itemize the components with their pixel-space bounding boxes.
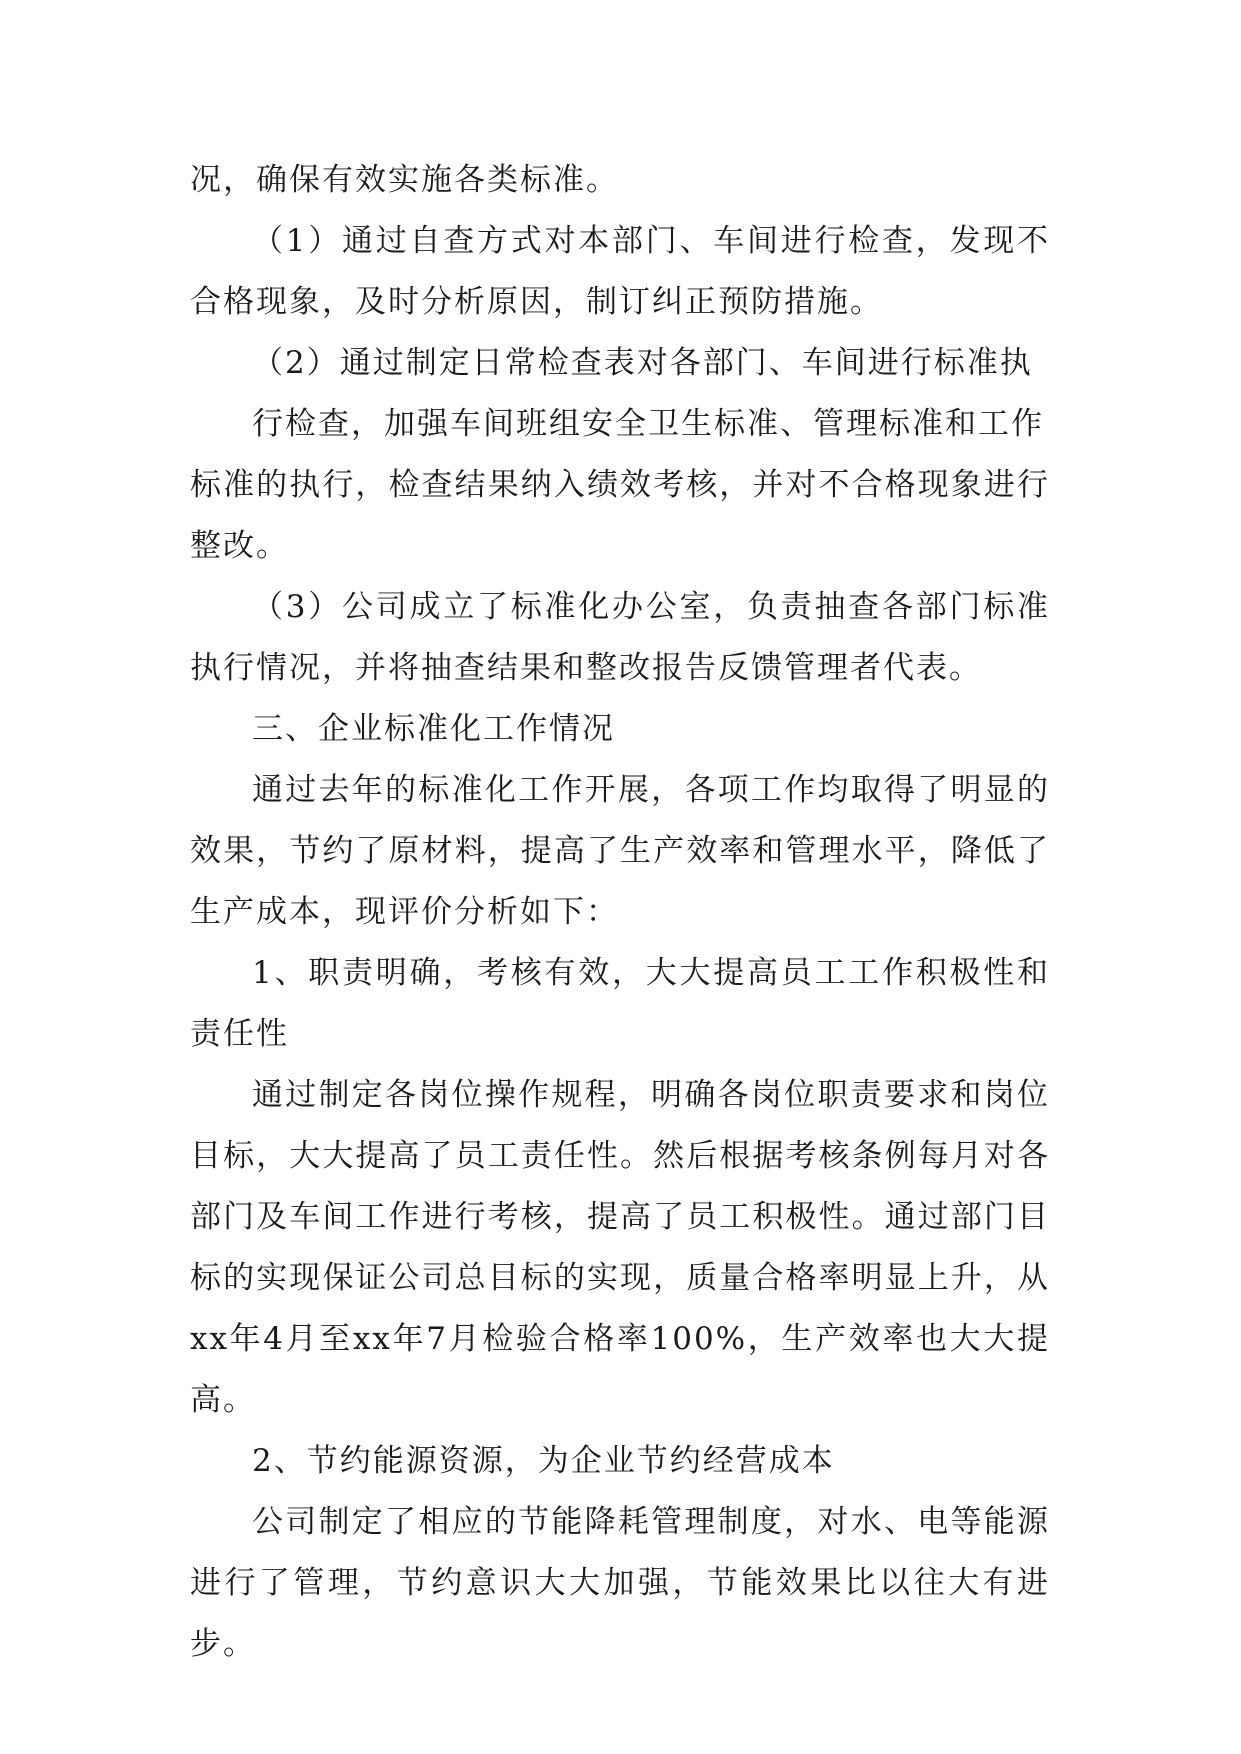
paragraph-responsibility: 通过制定各岗位操作规程，明确各岗位职责要求和岗位目标，大大提高了员工责任性。然后根据考核条例每月对各部门及车间工作进行考核，提高了员工积极性。通过部门目标的实现保证公司总目标的实现，质量合格率明显上升，从xx年4月至xx年7月检验合格率100%，生产效率也大大提高。 bbox=[190, 1077, 1050, 1418]
paragraph-item-2-line1: （2）通过制定日常检查表对各部门、车间进行标准执 bbox=[252, 345, 1033, 381]
document-body bbox=[190, 150, 1050, 1675]
paragraph-item-2-rest: 标准的执行，检查结果纳入绩效考核，并对不合格现象进行整改。 bbox=[190, 467, 1050, 564]
paragraph-item-2-line2: 行检查，加强车间班组安全卫生标准、管理标准和工作 bbox=[252, 406, 1044, 442]
paragraph-item-1: （1）通过自查方式对本部门、车间进行检查，发现不合格现象，及时分析原因，制订纠正预防措施。 bbox=[190, 223, 1050, 320]
paragraph-item-3: （3）公司成立了标准化办公室，负责抽查各部门标准执行情况，并将抽查结果和整改报告反馈管理者代表。 bbox=[190, 589, 1050, 686]
subheading-1: 1、职责明确，考核有效，大大提高员工工作积极性和责任性 bbox=[190, 955, 1050, 1052]
paragraph-continuation: 况，确保有效实施各类标准。 bbox=[190, 162, 619, 198]
paragraph-intro: 通过去年的标准化工作开展，各项工作均取得了明显的效果，节约了原材料，提高了生产效率和管理水平，降低了生产成本，现评价分析如下： bbox=[190, 772, 1050, 930]
subheading-2: 2、节约能源资源，为企业节约经营成本 bbox=[252, 1443, 835, 1479]
paragraph-energy: 公司制定了相应的节能降耗管理制度，对水、电等能源进行了管理，节约意识大大加强，节能效果比以往大有进步。 bbox=[190, 1504, 1050, 1662]
section-heading: 三、企业标准化工作情况 bbox=[252, 711, 615, 747]
